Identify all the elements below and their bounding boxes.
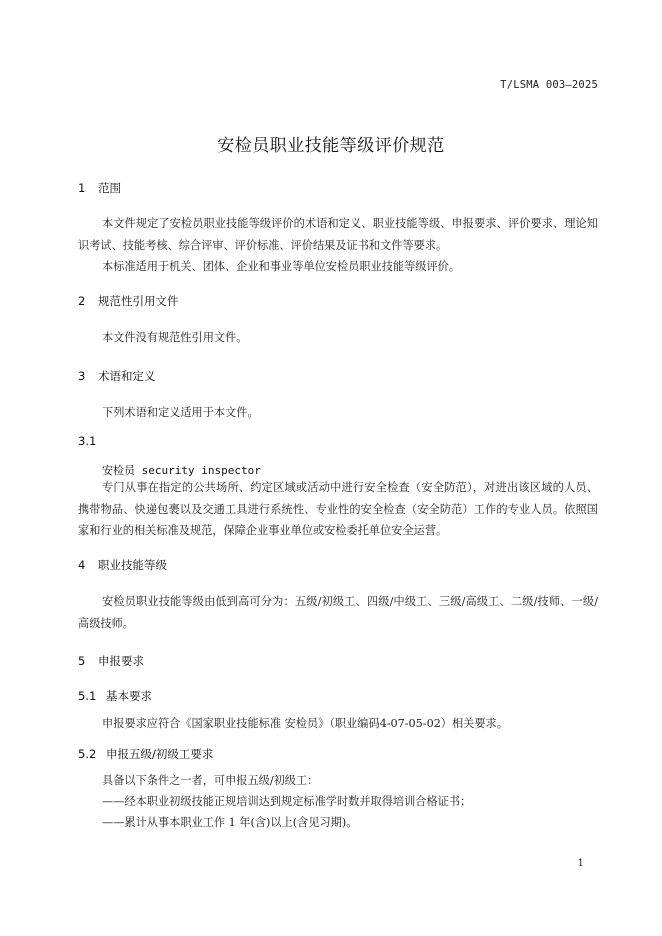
subsection-number: 5.2: [78, 747, 97, 761]
section-title: 职业技能等级: [98, 558, 167, 572]
section-2-heading: [78, 293, 179, 309]
section-title: 申报要求: [98, 654, 144, 668]
section-5-heading: [78, 653, 144, 669]
page-number: 1: [577, 857, 584, 869]
subsection-5-2-heading: [78, 746, 213, 762]
document-title: 安检员职业技能等级评价规范: [217, 136, 445, 156]
section-2-paragraph-1: 本文件没有规范性引用文件。: [102, 331, 248, 344]
section-3-heading: [78, 368, 156, 384]
subsection-title: 基本要求: [106, 689, 152, 703]
subsection-5-1-heading: [78, 688, 152, 704]
term-entry: 安检员 security inspector: [102, 464, 261, 477]
section-4-heading: [78, 557, 167, 573]
section-4-paragraph-1: 安检员职业技能等级由低到高可分为：五级/初级工、四级/中级工、三级/高级工、二级/技师、一级/高级技师。: [78, 595, 598, 630]
section-title: 术语和定义: [98, 369, 156, 383]
subsection-title: 申报五级/初级工要求: [106, 747, 214, 761]
section-number: 3: [78, 369, 86, 383]
list-item: ——经本职业初级技能正规培训达到规定标准学时数并取得培训合格证书；: [102, 795, 472, 808]
list-item: ——累计从事本职业工作 1 年(含)以上(含见习期)。: [102, 816, 358, 829]
section-title: 范围: [98, 181, 121, 195]
section-1-paragraph-1: 本文件规定了安检员职业技能等级评价的术语和定义、职业技能等级、申报要求、评价要求、理论知识考试、技能考核、综合评审、评价标准、评价结果及证书和文件等要求。: [78, 217, 598, 252]
section-number: 2: [78, 294, 86, 308]
subsection-3-1-number: 3.1: [78, 434, 97, 448]
section-title: 规范性引用文件: [98, 294, 179, 308]
section-1-paragraph-2: 本标准适用于机关、团体、企业和事业等单位安检员职业技能等级评价。: [102, 260, 461, 273]
subsection-5-1-paragraph: 申报要求应符合《国家职业技能标准 安检员》（职业编码4-07-05-02）相关要求。: [102, 717, 508, 730]
section-3-paragraph-1: 下列术语和定义适用于本文件。: [102, 406, 259, 419]
section-1-heading: [78, 180, 121, 196]
section-number: 4: [78, 558, 86, 572]
subsection-number: 5.1: [78, 689, 97, 703]
subsection-5-2-intro: 具备以下条件之一者，可申报五级/初级工：: [102, 774, 319, 787]
section-number: 1: [78, 181, 86, 195]
term-definition: 专门从事在指定的公共场所、约定区域或活动中进行安全检查（安全防范），对进出该区域的人员、携带物品、快递包裹以及交通工具进行系统性、专业性的安全检查（安全防范）工作的专业人员。依照国家和行业的相关标准及规范，保障企业事业单位或安检委托单位安全运营。: [78, 481, 598, 537]
section-number: 5: [78, 654, 86, 668]
standard-code: T/LSMA 003—2025: [500, 79, 598, 91]
